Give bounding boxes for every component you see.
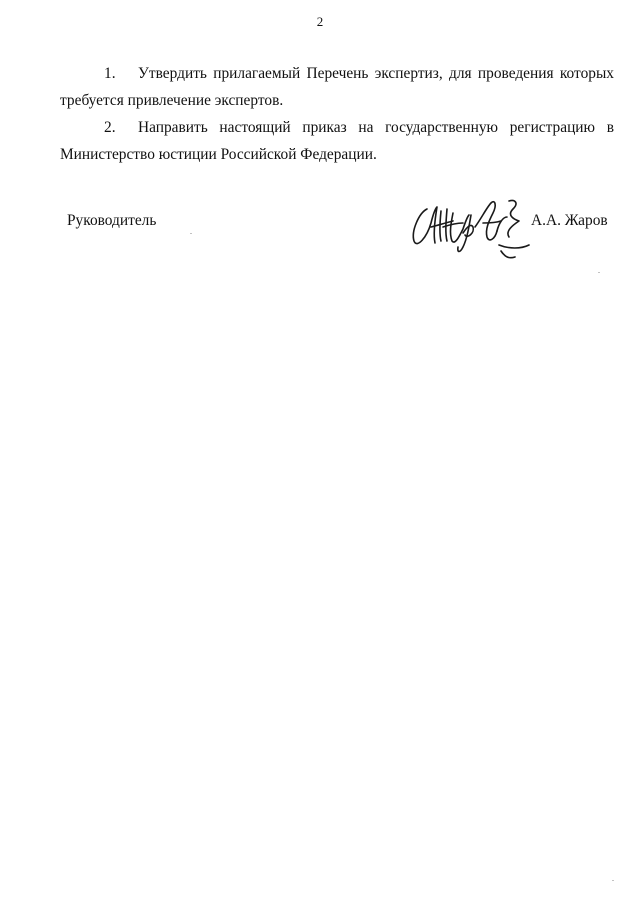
paragraph-number: 2. <box>104 119 116 136</box>
document-body <box>60 60 614 168</box>
handwritten-signature-icon <box>405 187 535 267</box>
scan-artifact <box>598 272 600 273</box>
signer-name: А.А. Жаров <box>531 212 608 229</box>
page-number: 2 <box>316 14 324 29</box>
signer-position: Руководитель <box>67 212 157 229</box>
paragraph-text: Направить настоящий приказ на государственную регистрацию в Министерство юстиции Российской Федерации. <box>60 119 614 163</box>
paragraph-text: Утвердить прилагаемый Перечень экспертиз, для проведения которых требуется привлечение экспертов. <box>60 65 614 109</box>
signature-block <box>67 205 617 265</box>
paragraph-1 <box>60 60 614 114</box>
scan-artifact <box>612 880 614 881</box>
paragraph-2 <box>60 114 614 168</box>
paragraph-number: 1. <box>104 65 116 82</box>
scan-artifact <box>190 233 192 234</box>
